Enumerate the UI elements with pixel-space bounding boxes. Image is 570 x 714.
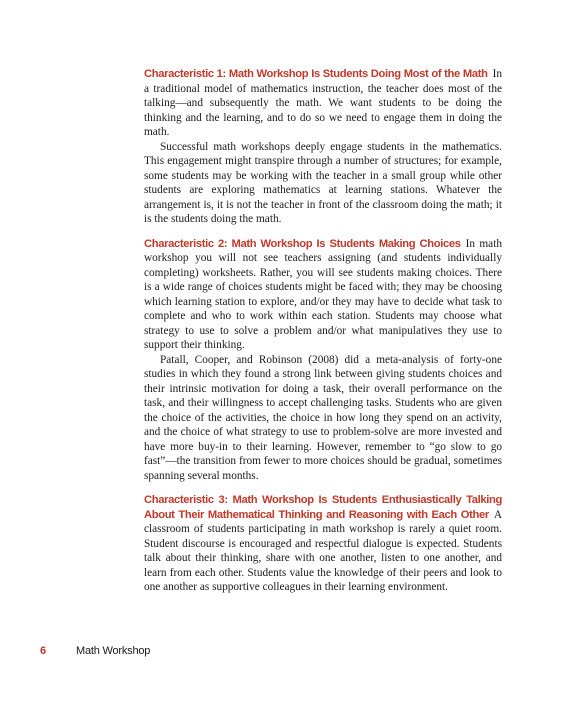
section-heading: Characteristic 3: Math Workshop Is Students Enthusiastically Talking About Their Mathematical Thinking and Reasoning with Each Other	[144, 494, 502, 521]
page-number: 6	[40, 645, 47, 657]
section-characteristic-3	[144, 493, 502, 595]
section-lead-paragraph	[144, 67, 502, 140]
section-characteristic-1	[144, 67, 502, 227]
running-title: Math Workshop	[76, 645, 151, 657]
section-heading: Characteristic 2: Math Workshop Is Students Making Choices	[144, 237, 461, 250]
page-body	[144, 67, 502, 595]
lead-text: A classroom of students participating in math workshop is rarely a quiet room. Student discourse is encouraged and respectful dialogue is expected. Students talk about their thinking, share with one another, listen to one another, and learn from each other. Students value the knowledge of their peers and look to one another as supportive colleagues in their learning environment.	[144, 508, 502, 593]
body-paragraph: Patall, Cooper, and Robinson (2008) did a meta-analysis of forty-one studies in which they found a strong link between giving students choices and their intrinsic motivation for doing a task, their overall performance on the task, and their willingness to accept challenging tasks. Students who are given the choice of the activities, the choice in how long they spend on an activity, and the choice of what strategy to use to problem-solve are more invested and have more buy-in to their learning. However, remember to “go slow to go fast”—the transition from fewer to more choices should be gradual, sometimes spanning several months.	[144, 353, 502, 482]
lead-text: In math workshop you will not see teachers assigning (and students individually completing) worksheets. Rather, you will see students making choices. There is a wide range of choices students might be faced with; they may be choosing which learning station to explore, and/or they may have to decide what task to complete and who to work within each station. Students may choose what strategy to use to solve a problem and/or what manipulatives they use to support their thinking.	[144, 237, 502, 351]
section-characteristic-2	[144, 237, 502, 484]
section-lead-paragraph	[144, 237, 502, 353]
page-footer	[40, 645, 150, 657]
section-heading: Characteristic 1: Math Workshop Is Students Doing Most of the Math	[144, 68, 488, 80]
lead-text: In a traditional model of mathematics instruction, the teacher does most of the talking—and subsequently the math. We want students to be doing the thinking and the learning, and to do so we need to engage them in doing the math.	[144, 68, 502, 138]
section-lead-paragraph	[144, 493, 502, 595]
body-paragraph: Successful math workshops deeply engage students in the mathematics. This engagement might transpire through a number of structures; for example, some students may be working with the teacher in a small group while other students are exploring mathematics at learning stations. Whatever the arrangement is, it is not the teacher in front of the classroom doing the math; it is the students doing the math.	[144, 140, 502, 225]
